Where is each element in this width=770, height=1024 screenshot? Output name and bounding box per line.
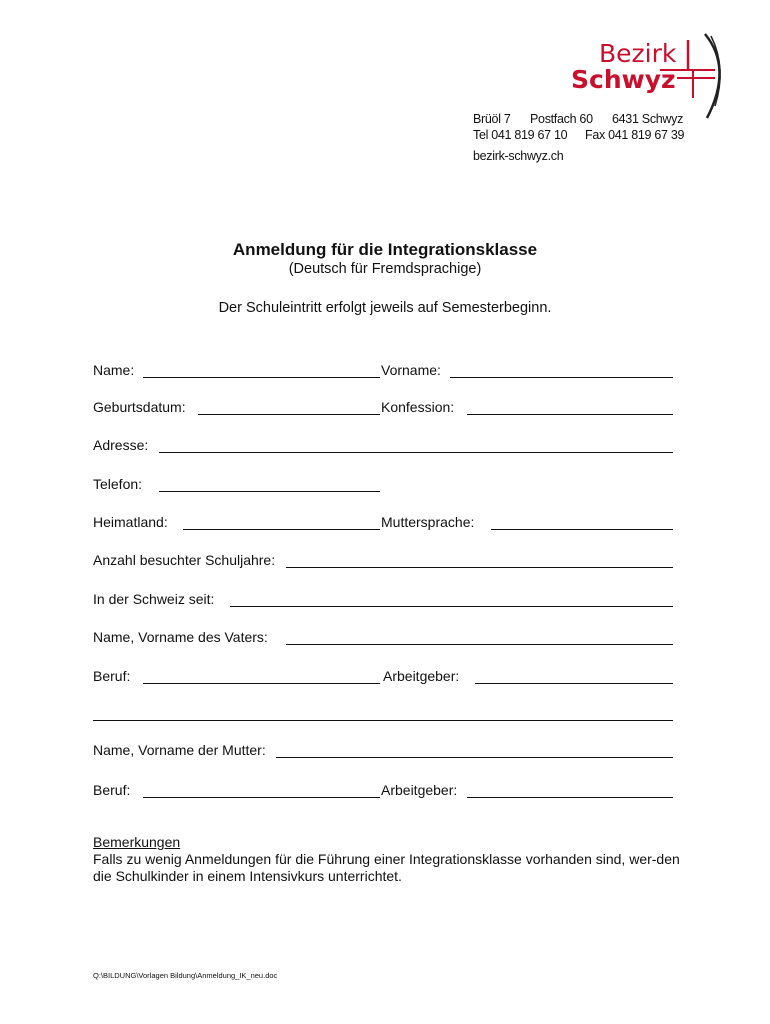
row-extra-line [93, 705, 673, 725]
beruf-vater-field[interactable] [143, 683, 380, 684]
geburtsdatum-field[interactable] [198, 414, 380, 415]
website-text: bezirk-schwyz.ch [473, 149, 564, 163]
arbeitgeber-mutter-field[interactable] [467, 797, 673, 798]
adresse-field[interactable] [159, 452, 673, 453]
row-telefon [93, 476, 673, 496]
label-mutter: Name, Vorname der Mutter: [93, 742, 266, 758]
fax: Fax 041 819 67 39 [585, 128, 685, 142]
name-field[interactable] [143, 377, 380, 378]
page-title: Anmeldung für die Integrationsklasse [232, 240, 538, 259]
arbeitgeber-vater-field[interactable] [475, 683, 673, 684]
bezirk-schwyz-logo [565, 28, 735, 120]
muttersprache-field[interactable] [491, 529, 673, 530]
label-telefon: Telefon: [93, 476, 143, 492]
footer-file-path: Q:\BILDUNG\Vorlagen Bildung\Anmeldung_IK_neu.doc [93, 971, 278, 980]
label-beruf-mutter: Beruf: [93, 782, 131, 798]
label-vorname: Vorname: [381, 362, 441, 378]
row-vater [93, 629, 673, 649]
intro-text: Der Schuleintritt erfolgt jeweils auf Semesterbeginn. [218, 300, 552, 316]
label-adresse: Adresse: [93, 437, 149, 453]
label-konfession: Konfession: [381, 399, 455, 415]
logo-text-bezirk: Bezirk [599, 39, 677, 68]
page-subtitle: (Deutsch für Fremdsprachige) [288, 261, 482, 277]
row-beruf-vater [93, 668, 673, 688]
logo-text-schwyz: Schwyz [571, 65, 676, 94]
heimatland-field[interactable] [183, 529, 380, 530]
label-geburtsdatum: Geburtsdatum: [93, 399, 186, 415]
address-postbox: Postfach 60 [530, 112, 593, 126]
konfession-field[interactable] [467, 414, 673, 415]
row-mutter [93, 742, 673, 762]
vorname-field[interactable] [450, 377, 673, 378]
mutter-field[interactable] [276, 757, 673, 758]
label-heimatland: Heimatland: [93, 514, 168, 530]
remarks-heading: Bemerkungen [93, 834, 181, 850]
address-city: 6431 Schwyz [612, 112, 684, 126]
schweiz-seit-field[interactable] [230, 606, 673, 607]
row-geburtsdatum [93, 399, 673, 419]
row-beruf-mutter [93, 782, 673, 802]
row-adresse [93, 437, 673, 457]
row-schuljahre [93, 552, 673, 572]
label-arbeitgeber-vater: Arbeitgeber: [383, 668, 460, 684]
label-vater: Name, Vorname des Vaters: [93, 629, 268, 645]
beruf-mutter-field[interactable] [143, 797, 380, 798]
row-name [93, 362, 673, 382]
label-muttersprache: Muttersprache: [381, 514, 475, 530]
vater-field[interactable] [286, 644, 673, 645]
address-street: Brüöl 7 [473, 112, 511, 126]
remarks-text: Falls zu wenig Anmeldungen für die Führung einer Integrationsklasse vorhanden sind, wer-den die Schulkinder in einem Intensivkurs unterrichtet. [93, 851, 680, 884]
extra-field[interactable] [93, 720, 673, 721]
label-beruf-vater: Beruf: [93, 668, 131, 684]
label-arbeitgeber-mutter: Arbeitgeber: [381, 782, 458, 798]
schuljahre-field[interactable] [286, 567, 673, 568]
label-name: Name: [93, 362, 135, 378]
row-schweiz-seit [93, 591, 673, 611]
label-schweiz-seit: In der Schweiz seit: [93, 591, 215, 607]
telefon-field[interactable] [159, 491, 380, 492]
label-schuljahre: Anzahl besuchter Schuljahre: [93, 552, 276, 568]
telephone: Tel 041 819 67 10 [473, 128, 568, 142]
row-heimatland [93, 514, 673, 534]
